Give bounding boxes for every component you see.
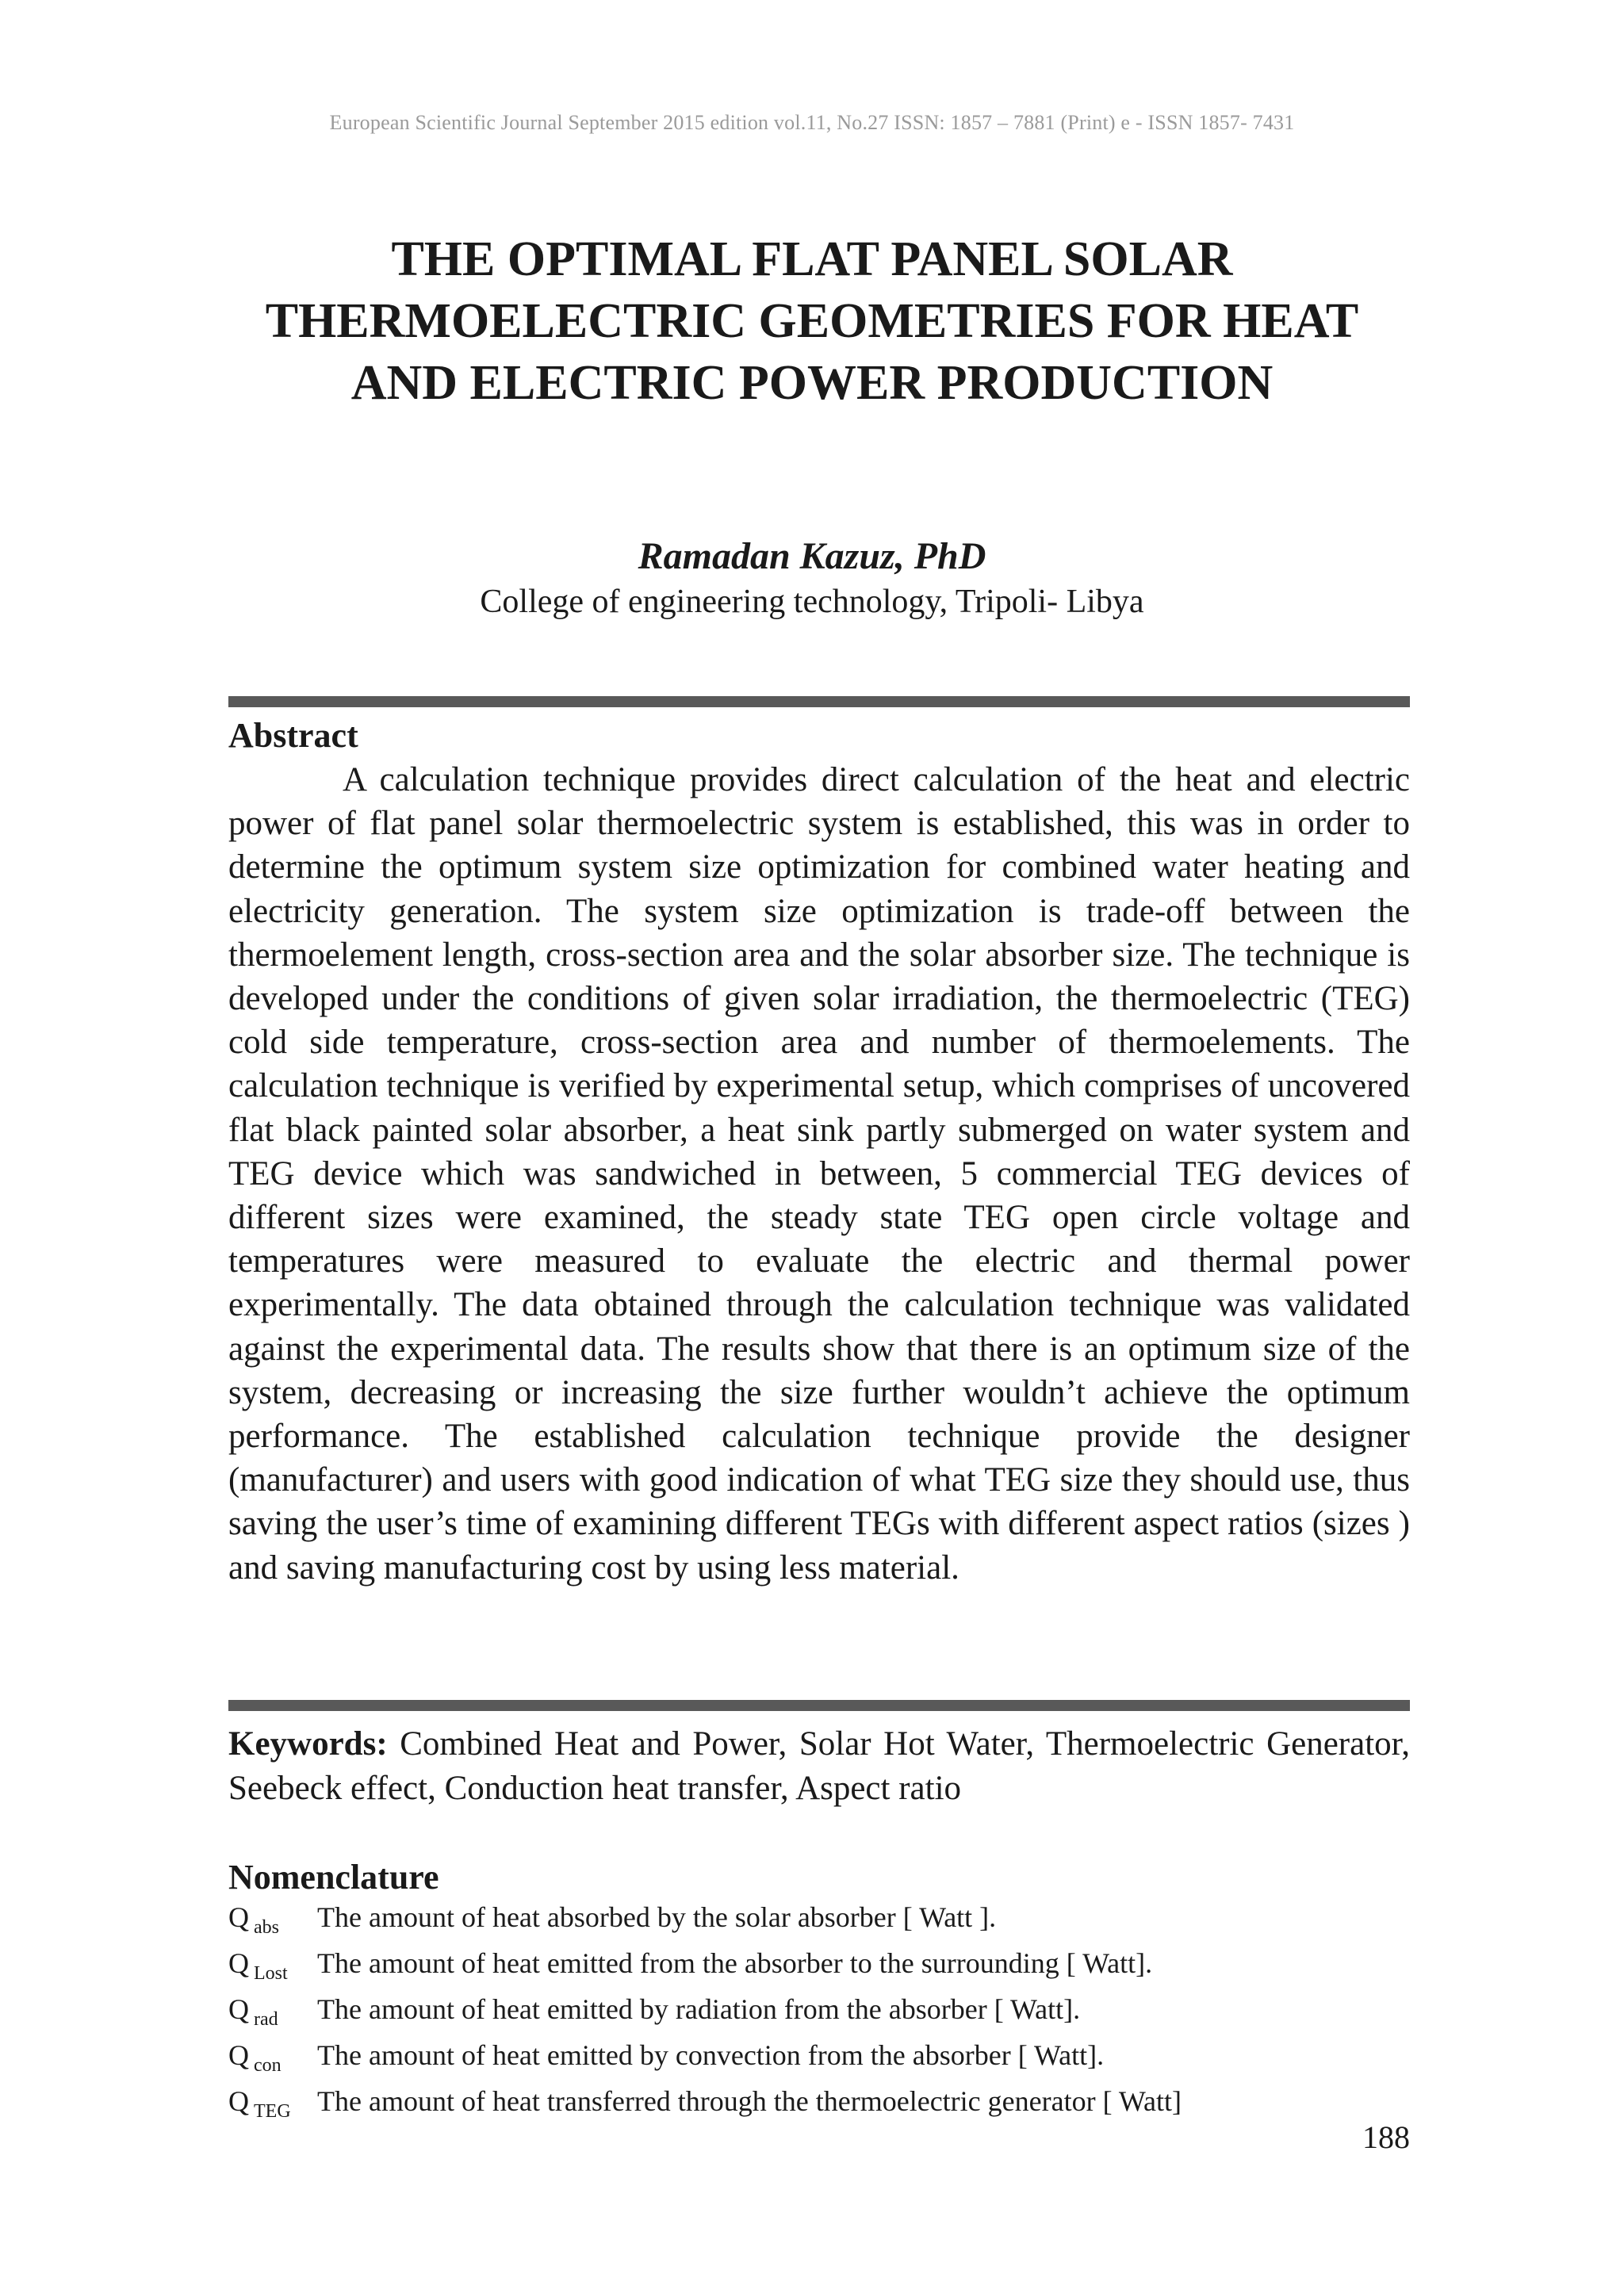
nomenclature-item (228, 2038, 1410, 2084)
title-line: THE OPTIMAL FLAT PANEL SOLAR (391, 232, 1233, 286)
nomenclature-description: The amount of heat transferred through the thermoelectric generator [ Watt] (317, 2085, 1182, 2117)
nomenclature-symbol (228, 1992, 317, 2038)
running-header: European Scientific Journal September 2015 edition vol.11, No.27 ISSN: 1857 – 7881 (Print) e - ISSN 1857- 7431 (329, 111, 1295, 134)
nomenclature-item (228, 2084, 1410, 2130)
author-affiliation: College of engineering technology, Tripoli- Libya (480, 584, 1144, 620)
symbol-subscript: Lost (254, 1963, 288, 1984)
symbol-base: Q (228, 1901, 249, 1933)
nomenclature-description: The amount of heat emitted from the absorber to the surrounding [ Watt]. (317, 1947, 1153, 1979)
abstract-body: A calculation technique provides direct calculation of the heat and electric power of flat panel solar thermoelectric system is established, this was in order to determine the optimum system size optimization for combined water heating and electricity generation. The system size optimization is trade-off between the thermoelement length, cross-section area and the solar absorber size. The technique is developed under the conditions of given solar irradiation, the thermoelectric (TEG) cold side temperature, cross-section area and number of thermoelements. The calculation technique is verified by experimental setup, which comprises of uncovered flat black painted solar absorber, a heat sink partly submerged on water system and TEG device which was sandwiched in between, 5 commercial TEG devices of different sizes were examined, the steady state TEG open circle voltage and temperatures were measured to evaluate the electric and thermal power experimentally. The data obtained through the calculation technique was validated against the experimental data. The results show that there is an optimum size of the system, decreasing or increasing the size further wouldn’t achieve the optimum performance. The established calculation technique provide the designer (manufacturer) and users with good indication of what TEG size they should use, thus saving the user’s time of examining different TEGs with different aspect ratios (sizes ) and saving manufacturing cost by using less material. (228, 761, 1410, 1587)
symbol-base: Q (228, 2039, 249, 2071)
symbol-subscript: rad (254, 2009, 278, 2030)
nomenclature-item (228, 1900, 1410, 1946)
abstract-heading: Abstract (228, 716, 358, 755)
title-line: THERMOELECTRIC GEOMETRIES FOR HEAT (265, 294, 1359, 348)
nomenclature-list (228, 1900, 1410, 2130)
nomenclature-symbol (228, 1946, 317, 1992)
nomenclature-description: The amount of heat absorbed by the solar absorber [ Watt ]. (317, 1901, 997, 1933)
symbol-subscript: abs (254, 1917, 279, 1938)
nomenclature-symbol (228, 2084, 317, 2130)
symbol-subscript: TEG (254, 2101, 291, 2122)
title-line: AND ELECTRIC POWER PRODUCTION (350, 356, 1274, 410)
symbol-subscript: con (254, 2055, 282, 2076)
section-divider (228, 1700, 1410, 1711)
symbol-base: Q (228, 1947, 249, 1979)
nomenclature-item (228, 1946, 1410, 1992)
nomenclature-symbol (228, 1900, 317, 1946)
nomenclature-description: The amount of heat emitted by radiation from the absorber [ Watt]. (317, 1993, 1081, 2025)
keywords-text: Combined Heat and Power, Solar Hot Water, Thermoelectric Generator, Seebeck effect, Conduction heat transfer, Aspect ratio (228, 1725, 1410, 1807)
section-divider (228, 696, 1410, 707)
symbol-base: Q (228, 2085, 249, 2117)
keywords-paragraph (228, 1722, 1410, 1811)
symbol-base: Q (228, 1993, 249, 2025)
nomenclature-heading: Nomenclature (228, 1858, 439, 1897)
page-number: 188 (1362, 2119, 1410, 2155)
paper-title (159, 228, 1465, 414)
author-name: Ramadan Kazuz, PhD (638, 535, 986, 577)
nomenclature-symbol (228, 2038, 317, 2084)
nomenclature-item (228, 1992, 1410, 2038)
keywords-label: Keywords: (228, 1725, 388, 1763)
nomenclature-description: The amount of heat emitted by convection from the absorber [ Watt]. (317, 2039, 1105, 2071)
